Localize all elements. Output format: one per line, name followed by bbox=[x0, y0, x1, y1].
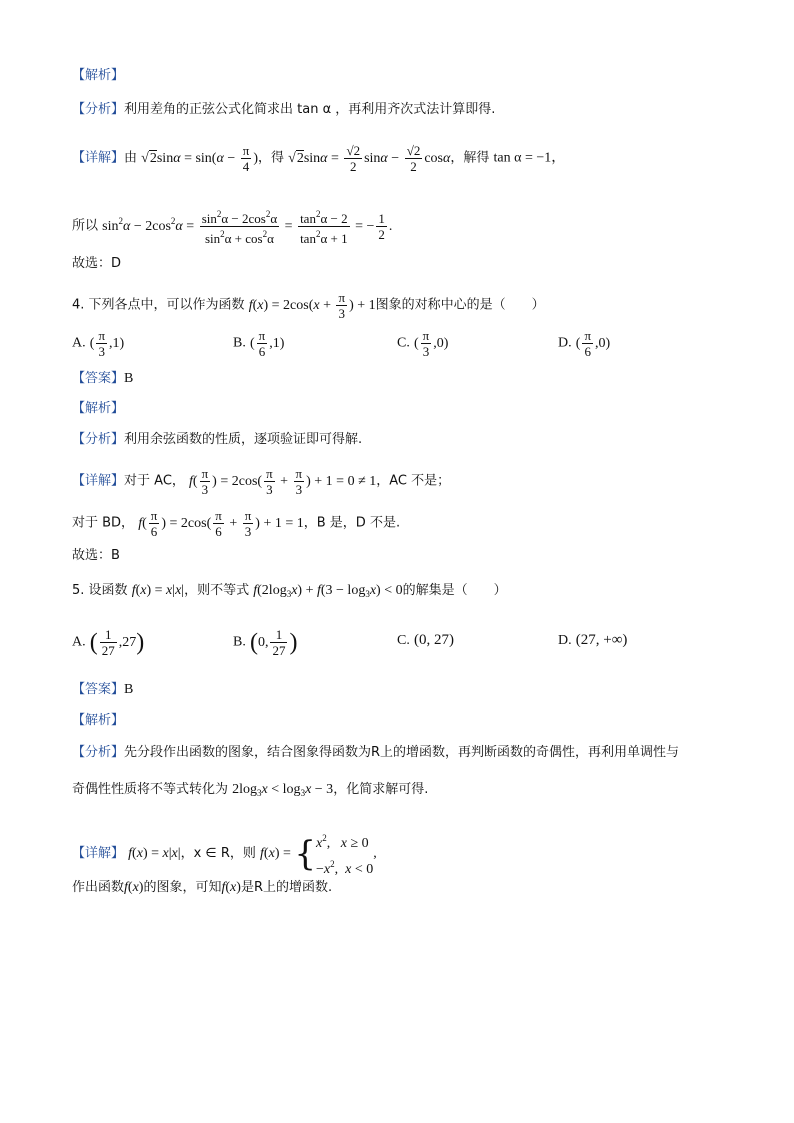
fx-1: f(x) bbox=[124, 880, 144, 895]
option-label: C. bbox=[397, 335, 410, 351]
q5-stem-mid: ，则不等式 bbox=[184, 583, 250, 598]
option-text: (0, 27) bbox=[413, 632, 454, 648]
q5-stem bbox=[72, 581, 507, 604]
option-y: 0 bbox=[436, 335, 444, 351]
option-label: C. bbox=[397, 633, 410, 648]
q3-jiexi-heading bbox=[72, 66, 124, 86]
option-text: (27, +∞) bbox=[575, 632, 628, 648]
q5-xiangjie-line bbox=[72, 828, 377, 880]
option-den: 3 bbox=[422, 344, 430, 359]
option-label: B. bbox=[233, 335, 246, 351]
q5-stem-prefix: 5. 设函数 bbox=[72, 583, 128, 598]
bd-prefix: 对于 BD， bbox=[72, 515, 135, 531]
option-label: B. bbox=[233, 634, 246, 650]
option-num: π bbox=[98, 328, 106, 343]
option-num: π bbox=[258, 328, 266, 343]
eq-transform: $2\log_3x < \log_3x - 3$ bbox=[232, 782, 334, 798]
bd-suffix: ，B 是，D 不是. bbox=[303, 515, 401, 531]
xj-mid: ，x ∈ R，则 bbox=[180, 846, 256, 862]
option-y: 0 bbox=[598, 335, 606, 351]
q5-stem-suffix: 的解集是（ ） bbox=[402, 583, 507, 598]
q4-function: f(x) = 2cos(x + $\frac{\pi}{3}$ ) + 1 bbox=[248, 290, 376, 321]
answer-tag: 【答案】 bbox=[72, 371, 125, 386]
fenxi-text: 利用余弦函数的性质，逐项验证即可得解. bbox=[124, 432, 363, 447]
xiangjie-tag: 【详解】 bbox=[72, 846, 125, 862]
guxuan-text: 故选：B bbox=[72, 548, 120, 563]
option-y: 1 bbox=[112, 335, 120, 351]
eq-expand: √2sinα = $\frac{√2}{2}$ sinα − $\frac{√2}{2}$ cosα bbox=[288, 143, 451, 174]
option-label: A. bbox=[72, 335, 86, 351]
q4-guxuan bbox=[72, 546, 120, 566]
fenxi-tag: 【分析】 bbox=[72, 102, 125, 117]
jiexi-tag: 【解析】 bbox=[72, 68, 125, 83]
option-den: 6 bbox=[258, 344, 266, 359]
xiangjie-you: 由 bbox=[124, 150, 138, 166]
de: ，得 bbox=[257, 150, 284, 166]
answer-value: B bbox=[124, 371, 134, 386]
q5-option-a[interactable]: A. ( $\frac{1}{27}$ ,27) bbox=[72, 627, 145, 658]
option-y: 1 bbox=[272, 335, 280, 351]
q4-stem bbox=[72, 290, 545, 321]
q4-jiexi-heading bbox=[72, 399, 124, 419]
option-num: π bbox=[584, 328, 592, 343]
q3-guxuan bbox=[72, 254, 121, 274]
eq-piecewise: f(x) = { $x^2$, x ≥ 0 $-x^2$, x < 0 , bbox=[260, 833, 377, 877]
q5-option-c[interactable] bbox=[397, 632, 454, 649]
q4-option-c[interactable]: C. ( $\frac{\pi}{3}$ ,0) bbox=[397, 328, 449, 359]
q3-fenxi-line bbox=[72, 100, 495, 120]
jiexi-tag: 【解析】 bbox=[72, 713, 125, 728]
q4-fenxi-line bbox=[72, 430, 362, 450]
eq-given: √2sinα = sin(α − $\frac{\pi}{4}$ ) bbox=[141, 143, 258, 174]
q4-option-b[interactable]: B. ( $\frac{\pi}{6}$ ,1) bbox=[233, 328, 285, 359]
suoyi: 所以 bbox=[72, 218, 99, 234]
q5-option-b[interactable]: B. (0, $\frac{1}{27}$ ) bbox=[233, 627, 298, 658]
option-label: A. bbox=[72, 634, 86, 650]
q5-jiexi-heading bbox=[72, 711, 124, 731]
q5-inequality: $f(2\log_3x) + f(3 - \log_3x) < 0$ bbox=[253, 583, 403, 599]
option-den: 3 bbox=[98, 344, 105, 359]
guxuan-text: 故选：D bbox=[72, 256, 122, 271]
last-line-b: 的图象，可知 bbox=[143, 880, 222, 895]
eq-ratio: $\sin^2\alpha - 2\cos^2\alpha$ = $\frac{\sin^2\alpha - 2\cos^2\alpha}{\sin^2\alpha + \cos^2\alpha}$ = $\frac{\tan^2\alpha - 2}{\tan^2\alpha + 1}$ = − $\frac{1}{2}$ . bbox=[102, 209, 393, 246]
tan-result: tan α = −1， bbox=[493, 150, 566, 166]
eq-bd: f( $\frac{\pi}{6}$ ) = 2cos( $\frac{\pi}{6}$ + $\frac{\pi}{3}$ ) + 1 = 1 bbox=[138, 508, 304, 539]
xiangjie-tag: 【详解】 bbox=[72, 473, 125, 489]
jiede: ，解得 bbox=[450, 150, 490, 166]
q4-xiangjie-bd bbox=[72, 508, 400, 539]
q5-last-line bbox=[72, 878, 332, 898]
option-den: 6 bbox=[584, 344, 591, 359]
last-line-a: 作出函数 bbox=[72, 880, 125, 895]
ac-prefix: 对于 AC， bbox=[124, 473, 185, 489]
fenxi-line1: 先分段作出函数的图象，结合图象得函数为R上的增函数，再判断函数的奇偶性，再利用单调性与 bbox=[124, 745, 680, 760]
q4-stem-prefix: 4. 下列各点中，可以作为函数 bbox=[72, 297, 245, 313]
q4-stem-suffix: 图象的对称中心的是（ ） bbox=[375, 297, 545, 313]
q5-option-d[interactable] bbox=[558, 632, 627, 649]
q5-fenxi-line2 bbox=[72, 780, 428, 803]
option-label: D. bbox=[558, 335, 572, 351]
answer-tag: 【答案】 bbox=[72, 682, 125, 697]
q5-answer bbox=[72, 680, 133, 700]
fenxi-tag: 【分析】 bbox=[72, 745, 125, 760]
q5-fenxi-line1 bbox=[72, 743, 679, 763]
last-line-c: 是R上的增函数. bbox=[240, 880, 333, 895]
fenxi-text: 利用差角的正弦公式化简求出 tan α ，再利用齐次式法计算即得. bbox=[124, 102, 496, 117]
fx-2: f(x) bbox=[221, 880, 241, 895]
xiangjie-tag: 【详解】 bbox=[72, 150, 125, 166]
fenxi-line2a: 奇偶性性质将不等式转化为 bbox=[72, 782, 229, 797]
option-num: π bbox=[422, 328, 430, 343]
eq-ac: f( $\frac{\pi}{3}$ ) = 2cos( $\frac{\pi}{3}$ + $\frac{\pi}{3}$ ) + 1 = 0 ≠ 1 bbox=[189, 466, 377, 497]
q3-suoyi-line bbox=[72, 207, 392, 246]
fenxi-line2b: ，化简求解可得. bbox=[333, 782, 429, 797]
jiexi-tag: 【解析】 bbox=[72, 401, 125, 416]
q3-xiangjie-line bbox=[72, 143, 565, 174]
q4-option-d[interactable]: D. ( $\frac{\pi}{6}$ ,0) bbox=[558, 328, 611, 359]
q4-xiangjie-ac bbox=[72, 466, 450, 497]
fenxi-tag: 【分析】 bbox=[72, 432, 125, 447]
ac-suffix: ，AC 不是； bbox=[376, 473, 451, 489]
option-label: D. bbox=[558, 633, 572, 648]
q4-answer bbox=[72, 369, 133, 389]
q5-function: f(x) = x|x| bbox=[131, 583, 185, 598]
q4-option-a[interactable]: A. ( $\frac{\pi}{3}$ ,1) bbox=[72, 328, 125, 359]
answer-value: B bbox=[124, 682, 134, 697]
eq-def: f(x) = x|x| bbox=[128, 846, 181, 862]
